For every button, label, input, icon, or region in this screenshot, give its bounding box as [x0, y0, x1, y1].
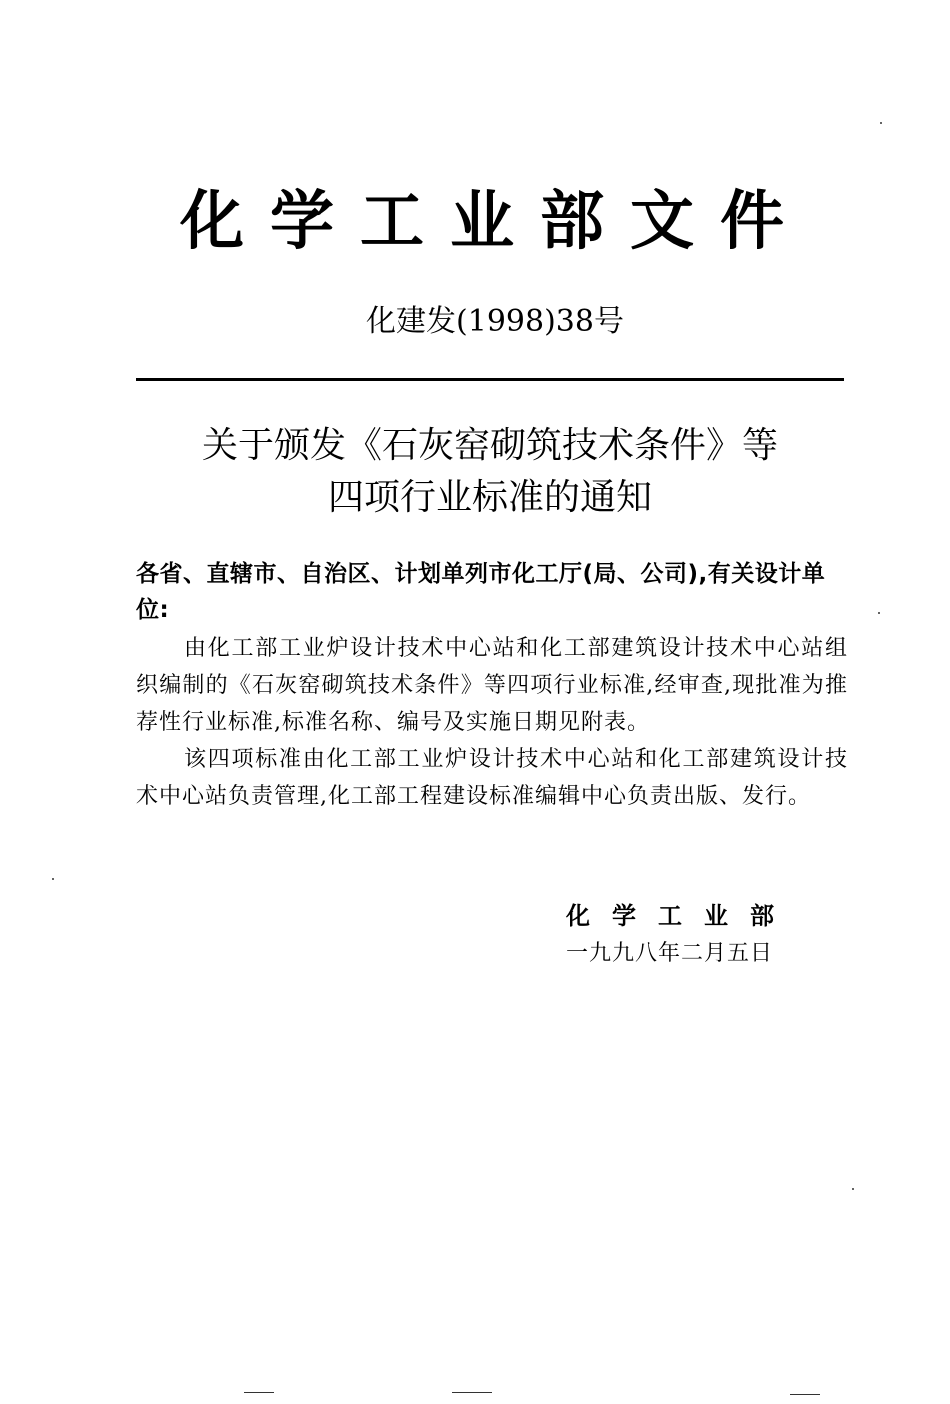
- scan-speck: [790, 1394, 820, 1395]
- scan-speck: [52, 878, 54, 880]
- notice-body: [136, 630, 848, 815]
- scan-speck: [878, 612, 880, 614]
- scan-speck: [852, 1188, 854, 1190]
- document-number: 化建发(1998)38号: [366, 304, 624, 339]
- body-paragraph-2: 该四项标准由化工部工业炉设计技术中心站和化工部建筑设计技术中心站负责管理,化工部工程建设标准编辑中心负责出版、发行。: [136, 747, 848, 809]
- scan-speck: [244, 1392, 274, 1393]
- notice-subject: [0, 420, 950, 524]
- subject-line-1: 关于颁发《石灰窑砌筑技术条件》等: [201, 425, 778, 466]
- issue-date: 一九九八年二月五日: [566, 941, 774, 966]
- issuer-name: 化学工业部: [566, 902, 796, 930]
- subject-line-2: 四项行业标准的通知: [327, 477, 652, 518]
- recipient-line: 各省、直辖市、自治区、计划单列市化工厅(局、公司),有关设计单位:: [136, 561, 826, 623]
- scan-speck: [452, 1392, 492, 1393]
- document-title: 化学工业部文件: [180, 185, 810, 259]
- body-paragraph-1: 由化工部工业炉设计技术中心站和化工部建筑设计技术中心站组织编制的《石灰窑砌筑技术条件》等四项行业标准,经审查,现批准为推荐性行业标准,标准名称、编号及实施日期见附表。: [136, 636, 848, 735]
- scan-speck: [880, 122, 882, 124]
- header-divider: [136, 378, 844, 381]
